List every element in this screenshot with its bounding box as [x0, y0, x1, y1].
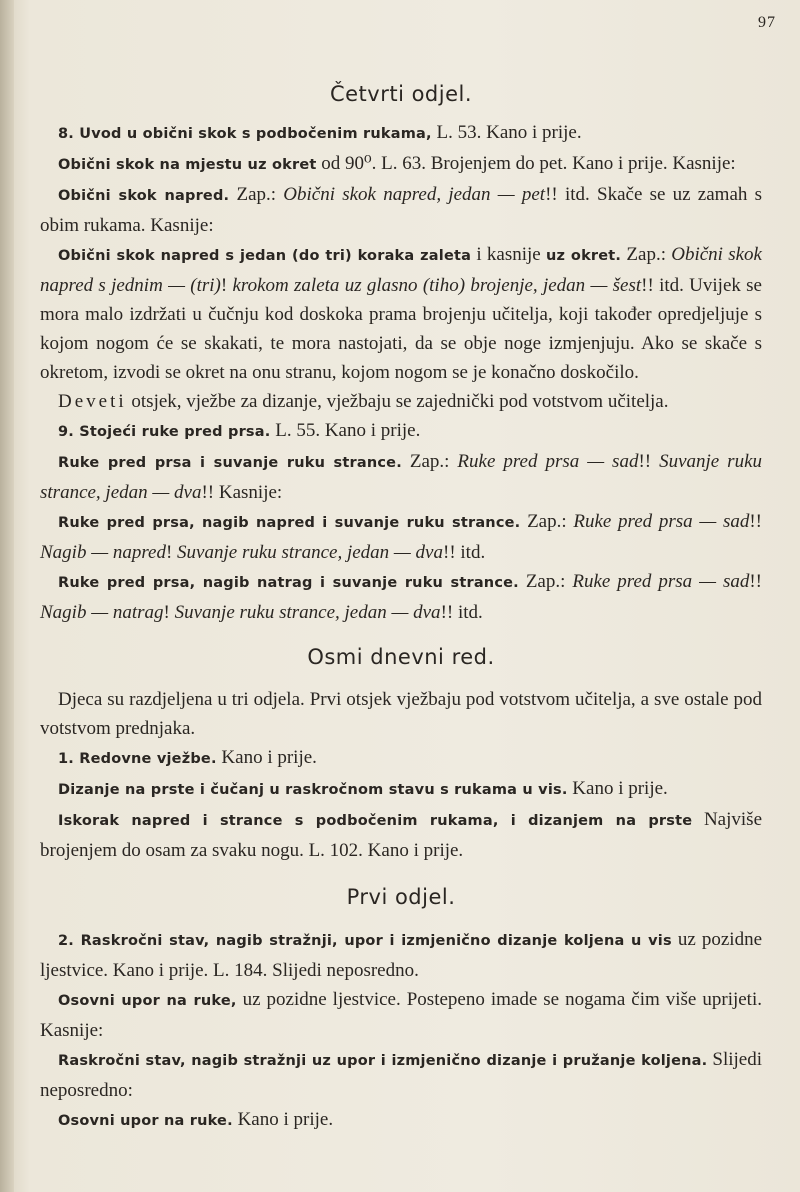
paragraph-skok-napred: [40, 180, 762, 240]
section-title-cetvrti-odjel: Četvrti odjel.: [329, 82, 473, 106]
command-text: Suvanje ruku strance, jedan — dva: [40, 451, 763, 503]
text: !: [163, 602, 175, 623]
page-body: [40, 70, 762, 1136]
command-text: Obični skok napred, jedan — pet: [283, 184, 546, 205]
exercise-heading: Ruke pred prsa, nagib napred i suvanje ruku strance.: [58, 515, 521, 531]
exercise-heading: uz okret.: [545, 248, 622, 264]
text: Zap.:: [518, 571, 573, 592]
page-binding-edge: [0, 0, 14, 1192]
exercise-heading: Obični skok napred s jedan (do tri) koraka zaleta: [58, 248, 472, 264]
paragraph-nagib-napred: [40, 507, 762, 567]
text: !!: [638, 451, 660, 472]
text: !! itd.: [443, 542, 486, 563]
text: Zap.:: [621, 244, 672, 265]
text: !!: [749, 511, 763, 532]
paragraph-osovni-upor: [40, 985, 762, 1045]
exercise-heading: Obični skok napred.: [58, 188, 230, 204]
text: !! Kasnije:: [201, 482, 283, 503]
paragraph-deveti-otsjek: [40, 387, 762, 416]
exercise-heading: 8. Uvod u obični skok s podbočenim rukama,: [58, 126, 432, 142]
paragraph-skok-zalet: [40, 240, 762, 387]
exercise-heading: 1. Redovne vježbe.: [58, 751, 217, 767]
exercise-heading: Raskročni stav, nagib stražnji uz upor i izmjenično dizanje i pružanje koljena.: [58, 1053, 708, 1069]
command-text: Suvanje ruku strance, jedan — dva: [174, 602, 441, 623]
paragraph-skok-na-mjestu: [40, 149, 762, 180]
text: !! itd. Skače se uz zamah s obim rukama. Kasnije:: [40, 184, 763, 236]
paragraph-raskrocni-stav: [40, 925, 762, 985]
exercise-heading: Osovni upor na ruke,: [58, 993, 237, 1009]
exercise-heading: Obični skok na mjestu uz okret: [58, 157, 317, 173]
paragraph-nagib-natrag: [40, 567, 762, 627]
exercise-heading: Ruke pred prsa i suvanje ruku strance.: [58, 455, 402, 471]
exercise-heading: 9. Stojeći ruke pred prsa.: [58, 424, 271, 440]
text: Najviše brojenjem do osam za svaku nogu. L. 102. Kano i prije.: [40, 809, 762, 861]
command-text: krokom zaleta uz glasno (tiho) brojenje, jedan — šest: [232, 275, 642, 296]
text: Zap.:: [229, 184, 284, 205]
paragraph-redovne-vjezbe: [40, 743, 762, 774]
text: !!: [749, 571, 763, 592]
text: i kasnije: [471, 244, 546, 265]
text: Kano i prije.: [567, 778, 668, 799]
text: uz pozidne ljestvice. Kano i prije. L. 184. Slijedi neposredno.: [40, 929, 762, 981]
text: !: [220, 275, 233, 296]
text: !! itd. Uvijek se mora malo izdržati u čučnju kod doskoka prama brojenju učitelja, koji također opredjeljuje s kojom nogom će se skakati, te mora nastojati, da se obje noge izmjenjuju. Ako se skače s okretom, izvodi se okret na onu stranu, kojom nogom se je konačno doskočilo.: [40, 275, 762, 383]
paragraph-uvod-skok: [40, 118, 762, 149]
text: Kano i prije.: [232, 1109, 334, 1130]
text: Zap.:: [401, 451, 458, 472]
paragraph-iskorak: [40, 805, 762, 865]
exercise-heading: Ruke pred prsa, nagib natrag i suvanje ruku strance.: [58, 575, 519, 591]
paragraph-stojeci-ruke: [40, 416, 762, 447]
page-number: 97: [758, 14, 776, 31]
text: !: [165, 542, 178, 563]
command-text: Nagib — napred: [40, 542, 166, 563]
command-text: Suvanje ruku strance, jedan — dva: [177, 542, 443, 563]
text: uz pozidne ljestvice. Postepeno imade se nogama čim više uprijeti. Kasnije:: [40, 989, 762, 1041]
paragraph-raskrocni-pruzanje: [40, 1045, 762, 1105]
command-text: Ruke pred prsa — sad: [573, 511, 750, 532]
text: otsjek, vježbe za dizanje, vježbaju se zajednički pod votstvom učitelja.: [126, 391, 669, 412]
command-text: Ruke pred prsa — sad: [572, 571, 750, 592]
text: Zap.:: [520, 511, 574, 532]
command-text: Ruke pred prsa — sad: [457, 451, 639, 472]
text: L. 55. Kano i prije.: [270, 420, 421, 441]
section-title-prvi-odjel: Prvi odjel.: [346, 885, 456, 909]
exercise-heading: Osovni upor na ruke.: [58, 1113, 233, 1129]
paragraph-osovni-upor-2: [40, 1105, 762, 1136]
text: L. 53. Kano i prije.: [431, 122, 582, 143]
command-text: Obični skok napred s jednim — (tri): [40, 244, 762, 296]
command-text: Nagib — natrag: [40, 602, 164, 623]
text: Kano i prije.: [216, 747, 317, 768]
paragraph-dizanje-na-prste: [40, 774, 762, 805]
paragraph-djeca-razdjeljena: Djeca su razdjeljena u tri odjela. Prvi otsjek vježbaju pod votstvom učitelja, a sve ostale pod votstvom prednjaka.: [40, 689, 762, 739]
spaced-word: Deveti: [58, 391, 127, 412]
text: od 90⁰. L. 63. Brojenjem do pet. Kano i prije. Kasnije:: [316, 153, 736, 174]
text: Slijedi neposredno:: [40, 1049, 762, 1101]
exercise-heading: 2. Raskročni stav, nagib stražnji, upor i izmjenično dizanje koljena u vis: [58, 933, 672, 949]
exercise-heading: Iskorak napred i strance s podbočenim rukama, i dizanjem na prste: [58, 813, 693, 829]
text: !! itd.: [440, 602, 483, 623]
paragraph-ruke-suvanje: [40, 447, 762, 507]
exercise-heading: Dizanje na prste i čučanj u raskročnom stavu s rukama u vis.: [58, 782, 568, 798]
section-title-osmi-dnevni-red: Osmi dnevni red.: [307, 645, 495, 669]
